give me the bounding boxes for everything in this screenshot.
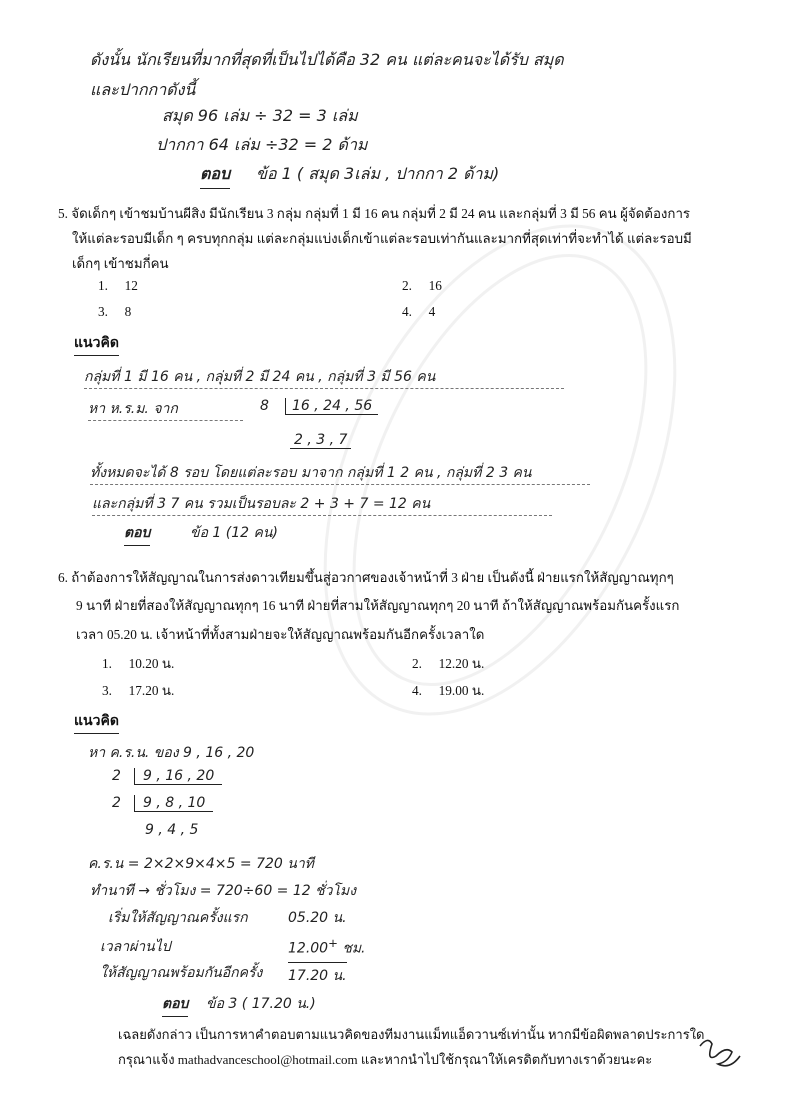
footer-line2: กรุณาแจ้ง mathadvanceschool@hotmail.com และหากนำไปใช้กรุณาให้เครดิตกับทางเราด้วยนะคะ bbox=[118, 1052, 653, 1067]
q6-answer-label: ตอบ bbox=[162, 993, 188, 1017]
q5-work-gcd-row2: 2 , 3 , 7 bbox=[290, 432, 351, 449]
q6-work-div1: 2 bbox=[112, 768, 121, 784]
q5-work-groups: กลุ่มที่ 1 มี 16 คน , กลุ่มที่ 2 มี 24 คน , กลุ่มที่ 3 มี 56 คน bbox=[84, 366, 564, 389]
q6-work-lcm-label: หา ค.ร.น. ของ 9 , 16 , 20 bbox=[88, 745, 255, 761]
q5-text-line1: 5. จัดเด็กๆ เข้าชมบ้านผีสิง มีนักเรียน 3 กลุ่ม กลุ่มที่ 1 มี 16 คน กลุ่มที่ 2 มี 24 คน และกลุ่มที่ 3 มี 56 คน ผู้จัดต้องการ bbox=[58, 206, 691, 221]
q5-work-rounds: ทั้งหมดจะได้ 8 รอบ โดยแต่ละรอบ มาจาก กลุ่มที่ 1 2 คน , กลุ่มที่ 2 3 คน bbox=[90, 462, 590, 485]
q5-answer-label: ตอบ bbox=[124, 522, 150, 546]
prev-calc-notebook: สมุด 96 เล่ม ÷ 32 = 3 เล่ม bbox=[162, 106, 358, 125]
prev-conclusion-line1: ดังนั้น นักเรียนที่มากที่สุดที่เป็นไปได้คือ 32 คน แต่ละคนจะได้รับ สมุด bbox=[90, 50, 564, 69]
q6-approach-heading: แนวคิด bbox=[74, 710, 119, 734]
prev-answer-text: ข้อ 1 ( สมุด 3เล่ม , ปากกา 2 ด้าม) bbox=[256, 164, 500, 183]
prev-conclusion-line2: และปากกาดังนี้ bbox=[90, 80, 196, 99]
q6-work-lcm-result: ค.ร.น = 2×2×9×4×5 = 720 นาที bbox=[88, 856, 314, 872]
q5-work-gcd-label: หา ห.ร.ม. จาก bbox=[88, 398, 243, 421]
q6-time-next-value: 17.20 น. bbox=[288, 962, 347, 987]
q5-text-line2: ให้แต่ละรอบมีเด็ก ๆ ครบทุกกลุ่ม แต่ละกลุ่มแบ่งเด็กเข้าแต่ละรอบเท่ากันและมากที่สุดเท่าที่จะทำได้ แต่ละรอบมี bbox=[72, 231, 692, 246]
q5-option-2: 2. 16 bbox=[402, 278, 442, 293]
q6-text-line2: 9 นาที ฝ่ายที่สองให้สัญญาณทุกๆ 16 นาที ฝ่ายที่สามให้สัญญาณทุกๆ 20 นาที ถ้าให้สัญญาณพร้อมกันครั้งแรก bbox=[76, 598, 680, 613]
q6-text-line1: 6. ถ้าต้องการให้สัญญาณในการส่งดาวเทียมขึ้นสู่อวกาศของเจ้าหน้าที่ 3 ฝ่าย เป็นดังนี้ ฝ่ายแรกให้สัญญาณทุกๆ bbox=[58, 570, 674, 585]
q6-time-start-label: เริ่มให้สัญญาณครั้งแรก bbox=[108, 910, 248, 926]
q6-time-elapsed-label: เวลาผ่านไป bbox=[100, 939, 171, 955]
q5-option-4: 4. 4 bbox=[402, 304, 436, 319]
q6-work-row2: 9 , 8 , 10 bbox=[134, 795, 213, 812]
q5-work-sum: และกลุ่มที่ 3 7 คน รวมเป็นรอบละ 2 + 3 + 7 = 12 คน bbox=[92, 493, 552, 516]
q6-time-next-label: ให้สัญญาณพร้อมกันอีกครั้ง bbox=[100, 965, 263, 981]
q6-answer-text: ข้อ 3 ( 17.20 น.) bbox=[206, 996, 316, 1012]
q5-option-3: 3. 8 bbox=[98, 304, 132, 319]
q5-answer-text: ข้อ 1 (12 คน) bbox=[190, 525, 278, 541]
prev-answer-label: ตอบ bbox=[200, 162, 230, 189]
q6-time-start-value: 05.20 น. bbox=[288, 910, 347, 926]
prev-calc-pen: ปากกา 64 เล่ม ÷32 = 2 ด้าม bbox=[156, 135, 368, 154]
q6-option-3: 3. 17.20 น. bbox=[102, 683, 175, 698]
q6-work-convert-hours: ทำนาที → ชั่วโมง = 720÷60 = 12 ชั่วโมง bbox=[90, 883, 357, 899]
q6-work-row3: 9 , 4 , 5 bbox=[145, 822, 199, 838]
q5-approach-heading: แนวคิด bbox=[74, 332, 119, 356]
q6-text-line3: เวลา 05.20 น. เจ้าหน้าที่ทั้งสามฝ่ายจะให้สัญญาณพร้อมกันอีกครั้งเวลาใด bbox=[76, 627, 485, 642]
q5-work-gcd-divisor: 8 bbox=[260, 398, 269, 414]
q6-option-2: 2. 12.20 น. bbox=[412, 656, 485, 671]
q5-option-1: 1. 12 bbox=[98, 278, 138, 293]
q6-time-elapsed-value: 12.00+ ชม. bbox=[288, 936, 366, 957]
q6-option-4: 4. 19.00 น. bbox=[412, 683, 485, 698]
plus-sign: + bbox=[328, 936, 338, 950]
footer-line1: เฉลยดังกล่าว เป็นการหาคำตอบตามแนวคิดของทีมงานแม็ทแอ็ดวานซ์เท่านั้น หากมีข้อผิดพลาดประการใด bbox=[118, 1027, 705, 1042]
q6-work-row1: 9 , 16 , 20 bbox=[134, 768, 222, 785]
q5-text-line3: เด็กๆ เข้าชมกี่คน bbox=[72, 256, 169, 271]
q6-option-1: 1. 10.20 น. bbox=[102, 656, 175, 671]
q6-work-div2: 2 bbox=[112, 795, 121, 811]
q5-work-gcd-row1: 16 , 24 , 56 bbox=[285, 398, 378, 415]
